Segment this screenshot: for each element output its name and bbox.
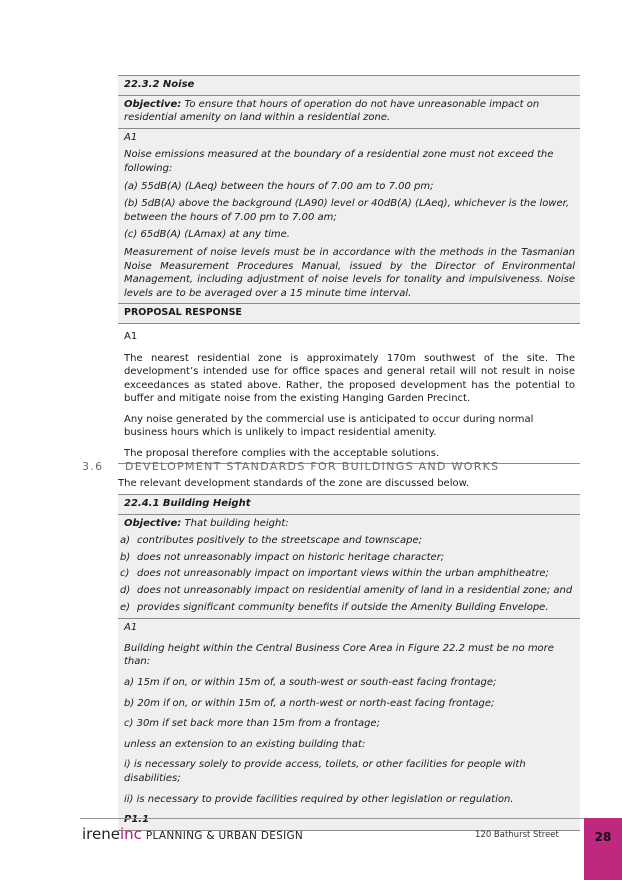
section-title: DEVELOPMENT STANDARDS FOR BUILDINGS AND WORKS bbox=[125, 460, 500, 473]
brand-main: irene bbox=[82, 825, 120, 843]
objective-item: a) contributes positively to the streetscape and townscape; bbox=[120, 535, 423, 547]
a1-item: (a) 55dB(A) (LAeq) between the hours of 7.00 am to 7.00 pm; bbox=[124, 180, 434, 192]
proposal-response bbox=[118, 323, 580, 464]
page-number: 28 bbox=[584, 818, 622, 880]
a1-intro: Noise emissions measured at the boundary of a residential zone must not exceed the following: bbox=[124, 149, 554, 174]
objective-label: Objective: bbox=[124, 98, 182, 110]
height-a1 bbox=[118, 618, 580, 831]
section-heading bbox=[82, 460, 499, 473]
a1-line: ii) is necessary to provide facilities required by other legislation or regulation. bbox=[124, 793, 514, 805]
footer-divider bbox=[80, 818, 584, 819]
noise-objective bbox=[118, 95, 580, 128]
a1-item: (b) 5dB(A) above the background (LA90) level or 40dB(A) (LAeq), whichever is the lower, between the hours of 7.00 pm to 7.00 am; bbox=[124, 198, 570, 223]
a1-line: i) is necessary solely to provide access, toilets, or other facilities for people with disabilities; bbox=[124, 759, 526, 784]
response-label: A1 bbox=[124, 330, 138, 342]
a1-item: (c) 65dB(A) (LAmax) at any time. bbox=[124, 229, 290, 241]
company-logo bbox=[82, 825, 303, 843]
section-number: 3.6 bbox=[82, 460, 104, 473]
objective-label: Objective: bbox=[124, 517, 182, 529]
objective-text: That building height: bbox=[184, 517, 289, 529]
building-height-table bbox=[118, 494, 580, 831]
a1-line: unless an extension to an existing building that: bbox=[124, 738, 366, 750]
objective-item: b) does not unreasonably impact on historic heritage character; bbox=[120, 551, 445, 563]
height-objective bbox=[118, 514, 580, 619]
height-heading: 22.4.1 Building Height bbox=[118, 494, 580, 514]
objective-text: To ensure that hours of operation do not have unreasonable impact on residential amenity on land within a residential zone. bbox=[124, 98, 540, 124]
footer-address: 120 Bathurst Street bbox=[475, 830, 559, 840]
proposal-response-heading: PROPOSAL RESPONSE bbox=[118, 303, 580, 323]
objective-item: e) provides significant community benefits if outside the Amenity Building Envelope. bbox=[120, 601, 549, 613]
response-paragraph: The proposal therefore complies with the acceptable solutions. bbox=[124, 448, 440, 460]
a1-label: A1 bbox=[124, 131, 138, 143]
a1-line: a) 15m if on, or within 15m of, a south-west or south-east facing frontage; bbox=[124, 676, 497, 688]
section-intro: The relevant development standards of the zone are discussed below. bbox=[118, 478, 470, 489]
response-paragraph: Any noise generated by the commercial use is anticipated to occur during normal business hours which is unlikely to impact residential amenity. bbox=[124, 413, 534, 439]
a1-line: Building height within the Central Business Core Area in Figure 22.2 must be no more than: bbox=[124, 642, 554, 668]
objective-item: c) does not unreasonably impact on important views within the urban amphitheatre; bbox=[120, 568, 549, 580]
brand-accent: inc bbox=[119, 825, 142, 843]
noise-heading: 22.3.2 Noise bbox=[118, 75, 580, 95]
objective-item: d) does not unreasonably impact on residential amenity of land in a residential zone; and bbox=[120, 584, 573, 596]
noise-a1 bbox=[118, 128, 580, 304]
a1-line: c) 30m if set back more than 15m from a frontage; bbox=[124, 718, 380, 730]
p1-label: P1.1 bbox=[124, 814, 150, 826]
response-paragraph: The nearest residential zone is approximately 170m southwest of the site. The development’s intended use for office spaces and general retail will not result in noise exceedances as stated above. Rather, the proposed development has the potential to buffer and mitigate noise from the existing Hanging Garden Precinct. bbox=[124, 352, 575, 405]
brand-subtitle: PLANNING & URBAN DESIGN bbox=[145, 830, 304, 842]
noise-standard-table bbox=[118, 75, 580, 464]
a1-measurement: Measurement of noise levels must be in accordance with the methods in the Tasmanian Noise Measurement Procedures Manual, issued by the Director of Environmental Management, including adjustment of noise levels for tonality and impulsiveness. Noise levels are to be averaged over a 15 minute time interval. bbox=[124, 246, 575, 299]
a1-line: b) 20m if on, or within 15m of, a north-west or north-east facing frontage; bbox=[124, 697, 495, 709]
a1-label: A1 bbox=[124, 622, 138, 634]
